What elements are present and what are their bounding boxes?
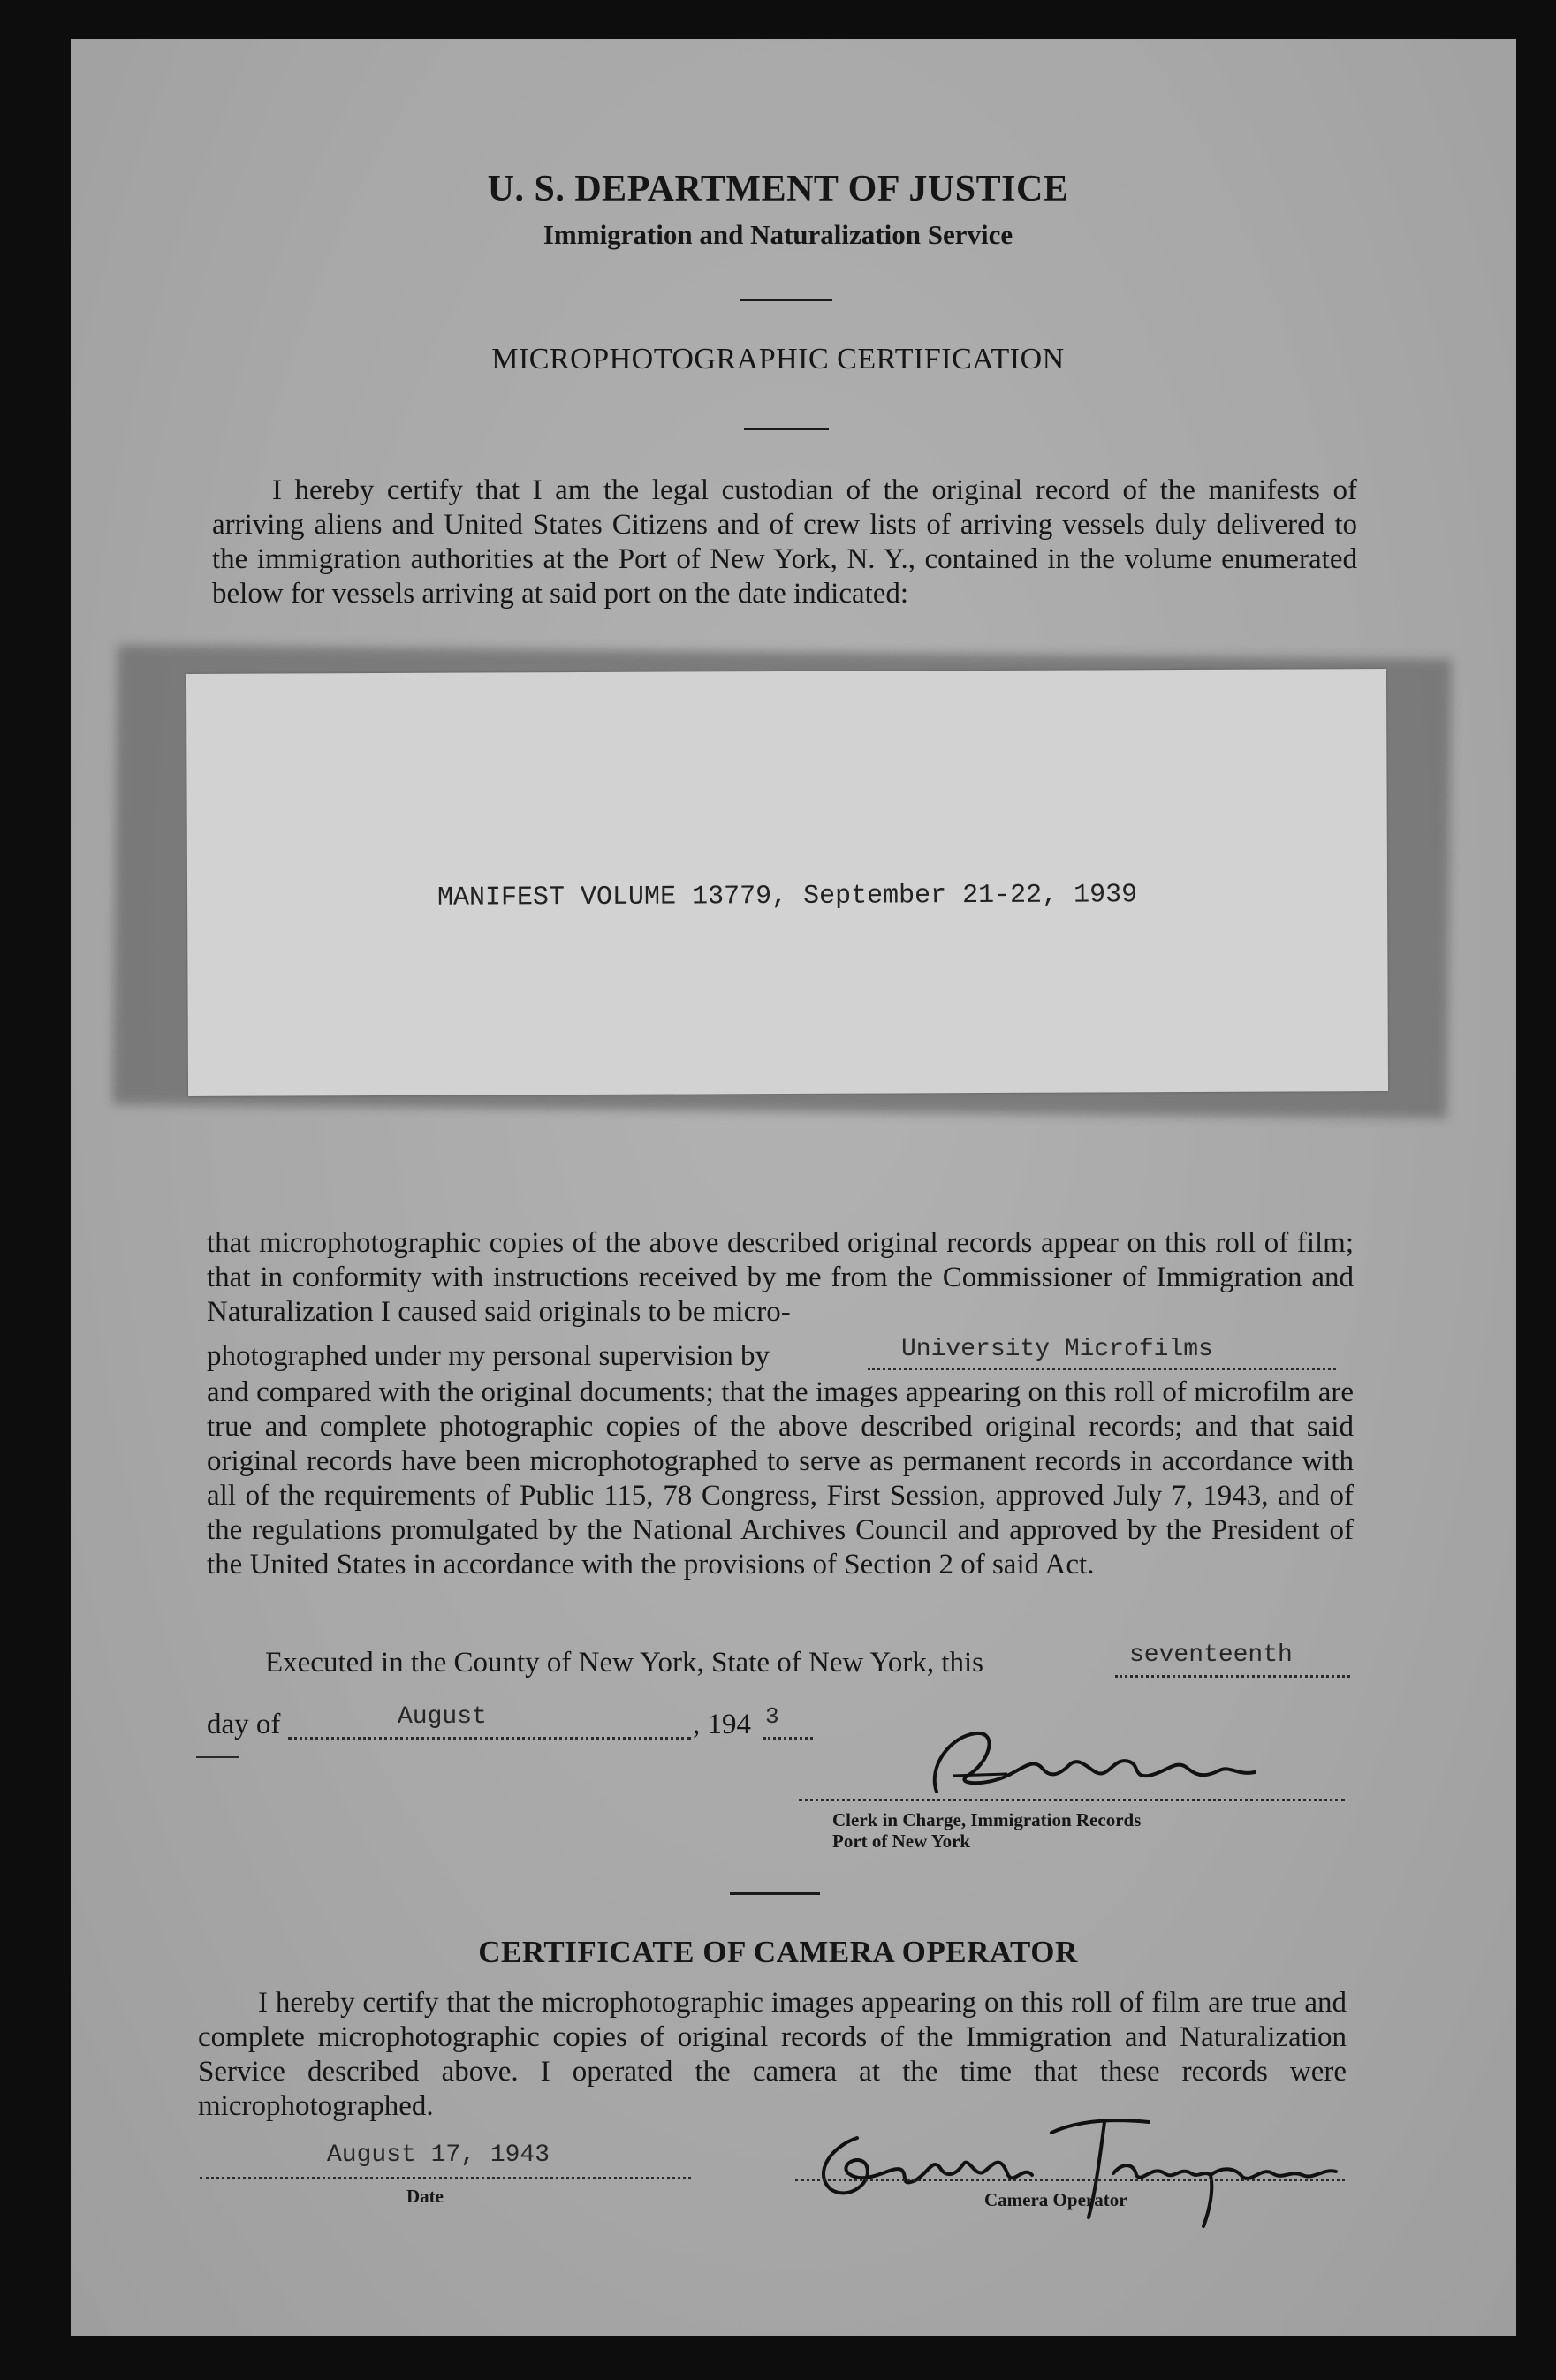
clerk-signature [901,1714,1272,1820]
manifest-volume-text: MANIFEST VOLUME 13779, September 21-22, 1939 [436,880,1138,913]
supervision-label: photographed under my personal supervision by [207,1340,770,1372]
camera-certificate-title: CERTIFICATE OF CAMERA OPERATOR [478,1935,1078,1969]
camera-date-label: Date [406,2186,444,2207]
clerk-title-line2: Port of New York [832,1830,971,1852]
camera-section-divider [730,1892,820,1895]
supervisor-dotted-line [868,1368,1336,1370]
camera-operator-label: Camera Operator [984,2189,1127,2210]
margin-dash [196,1756,239,1758]
intro-paragraph: I hereby certify that I am the legal custodian of the original record of the manifests of arriving aliens and United States Citizens and of crew lists of arriving vessels duly delivered to the immigration authorities at the Port of New York, N. Y., contained in the volume enumerated below for vessels arriving at said port on the date indicated: [212,474,1357,610]
supervision-line [207,1338,770,1374]
camera-operator-signature [795,2103,1361,2235]
year-dotted-line [763,1737,813,1740]
executed-label: Executed in the County of New York, State of New York, this [265,1647,984,1679]
camera-certificate-paragraph: I hereby certify that the microphotographic images appearing on this roll of film are true and complete microphotographic copies of original records of the Immigration and Naturalization Service described above. I operated the camera at the time that these records were microphotographed. [198,1987,1347,2122]
day-of-label: day of [207,1709,281,1740]
title-divider [744,428,829,430]
year-digit: 3 [765,1703,779,1730]
manifest-slip [186,669,1388,1096]
service-heading: Immigration and Naturalization Service [543,219,1013,250]
month-value: August [398,1703,487,1731]
camera-date-dotted-line [200,2177,691,2179]
executed-line [265,1645,983,1680]
executed-day: seventeenth [1129,1641,1293,1669]
year-label: , 194 [693,1709,751,1740]
clerk-title-line1: Clerk in Charge, Immigration Records [832,1809,1142,1830]
certification-paragraph-rest: and compared with the original documents; that the images appearing on this roll of microfilm are true and complete photographic copies of the above described original records; and that said original records have been microphotographed to serve as permanent records in accordance with all of the requirements of Public 115, 78 Congress, First Session, approved July 7, 1943, and of the regulations promulgated by the National Archives Council and approved by the President of the United States in accordance with the provisions of Section 2 of said Act. [207,1376,1354,1580]
certification-title: MICROPHOTOGRAPHIC CERTIFICATION [491,343,1065,375]
month-dotted-line [288,1737,691,1740]
clerk-signature-line [799,1799,1345,1801]
supervisor-name: University Microfilms [901,1336,1213,1363]
camera-date-value: August 17, 1943 [327,2141,550,2169]
camera-operator-dotted-line [795,2179,1345,2181]
department-heading: U. S. DEPARTMENT OF JUSTICE [487,169,1069,209]
executed-day-dotted-line [1115,1675,1350,1678]
heading-divider [740,299,832,301]
certification-paragraph-start: that microphotographic copies of the above described original records appear on this roll of film; that in conformity with instructions received by me from the Commissioner of Immigration and Naturalization I caused said originals to be micro- [207,1227,1354,1328]
day-of-line [207,1707,280,1742]
